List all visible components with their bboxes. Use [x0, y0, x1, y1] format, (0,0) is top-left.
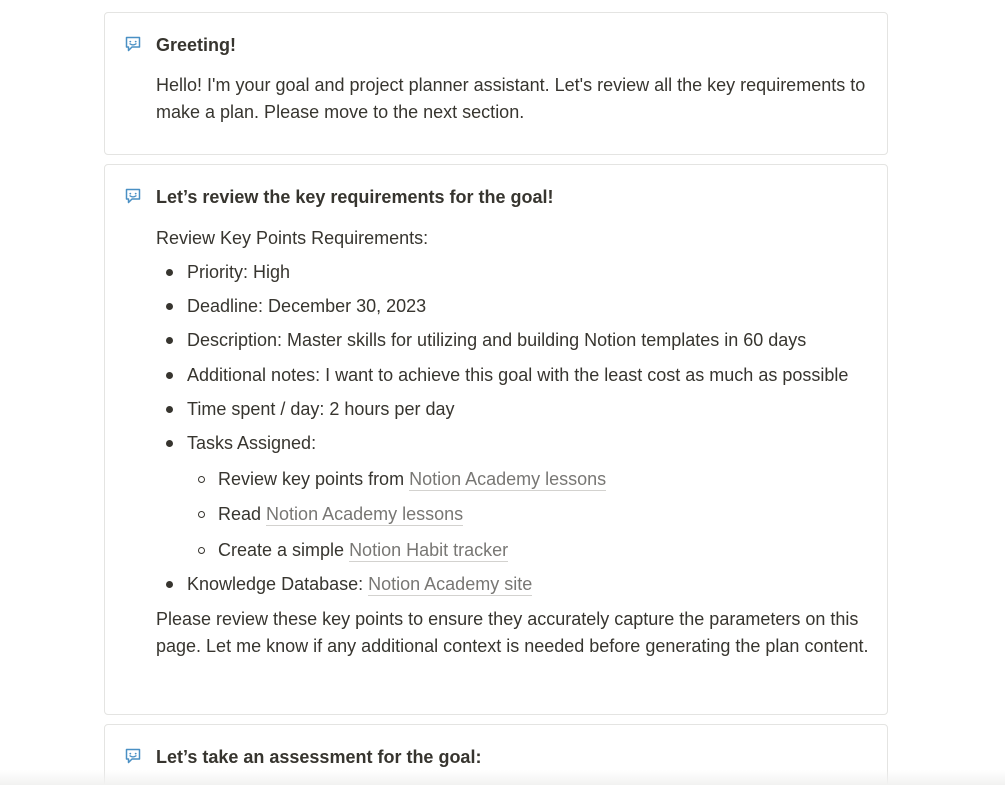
bullet-dot: [166, 372, 173, 379]
sub-bullet-circle: [198, 547, 205, 554]
bullet-dot: [166, 303, 173, 310]
notion-academy-site-link[interactable]: Notion Academy site: [368, 574, 533, 594]
task-item: [218, 466, 606, 492]
chat-bubble-icon: [123, 34, 143, 54]
list-item-priority: Priority: High: [187, 262, 291, 282]
bullet-dot: [166, 440, 173, 447]
task-text: Create a simple: [218, 540, 350, 560]
task-text: Review key points from: [218, 469, 410, 489]
requirements-intro: Review Key Points Requirements:: [156, 228, 429, 248]
bullet-dot: [166, 337, 173, 344]
list-item-description: Description: Master skills for utilizing and building Notion templates in 60 days: [187, 330, 807, 350]
list-item-knowledge: [187, 571, 532, 597]
requirements-callout: [104, 164, 888, 715]
chat-bubble-icon: [123, 186, 143, 206]
notion-academy-lessons-link[interactable]: Notion Academy lessons: [409, 469, 607, 489]
list-item-time: Time spent / day: 2 hours per day: [187, 399, 455, 419]
greeting-callout: [104, 12, 888, 155]
bullet-dot: [166, 269, 173, 276]
callout-body: Hello! I'm your goal and project planner assistant. Let's review all the key requirements to make a plan. Please move to the next section.: [156, 75, 866, 122]
task-item: [218, 537, 508, 563]
notion-academy-lessons-link[interactable]: Notion Academy lessons: [266, 504, 464, 524]
bullet-dot: [166, 581, 173, 588]
callout-title: Let’s take an assessment for the goal:: [156, 747, 482, 767]
chat-bubble-icon: [123, 746, 143, 766]
notion-habit-tracker-link[interactable]: Notion Habit tracker: [349, 540, 509, 560]
knowledge-text: Knowledge Database:: [187, 574, 369, 594]
sub-bullet-circle: [198, 511, 205, 518]
sub-bullet-circle: [198, 476, 205, 483]
task-item: [218, 501, 463, 527]
callout-title: Greeting!: [156, 35, 237, 55]
task-text: Read: [218, 504, 267, 524]
list-item-notes: Additional notes: I want to achieve this goal with the least cost as much as possible: [187, 365, 849, 385]
bottom-edge-shadow: [0, 770, 1005, 785]
requirements-outro: Please review these key points to ensure they accurately capture the parameters on this page. Let me know if any additional context is needed before generating the plan content.: [156, 609, 869, 656]
bullet-dot: [166, 406, 173, 413]
list-item-deadline: Deadline: December 30, 2023: [187, 296, 427, 316]
list-item-tasks: Tasks Assigned:: [187, 433, 317, 453]
callout-title: Let’s review the key requirements for the goal!: [156, 187, 554, 207]
